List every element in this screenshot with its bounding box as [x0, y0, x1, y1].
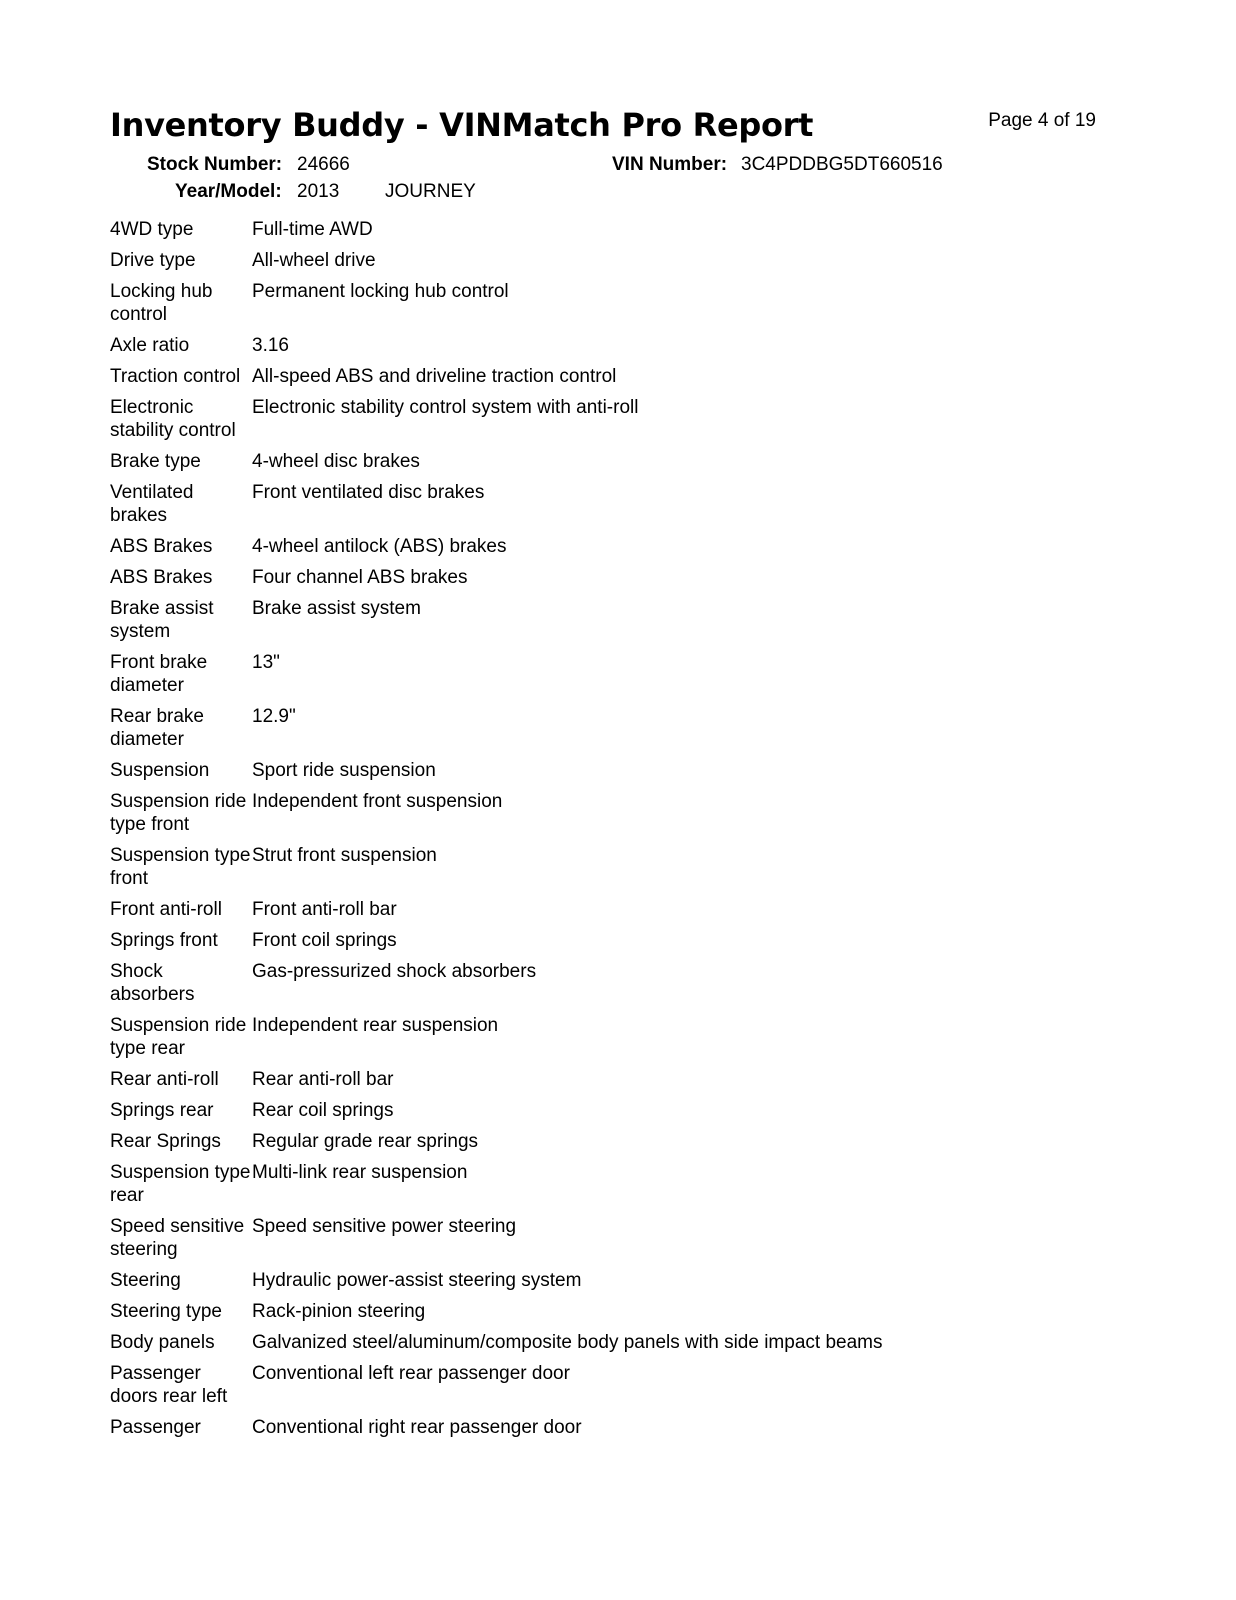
spec-value: Electronic stability control system with anti-roll — [252, 397, 639, 418]
spec-label: Springs rear — [110, 1100, 214, 1121]
spec-row — [110, 960, 1070, 1014]
report-title: Inventory Buddy - VINMatch Pro Report — [110, 106, 814, 144]
spec-row — [110, 790, 1070, 844]
spec-row — [110, 1068, 1070, 1099]
spec-row — [110, 1269, 1070, 1300]
spec-value: Gas-pressurized shock absorbers — [252, 961, 537, 982]
spec-value: 3.16 — [252, 335, 289, 356]
spec-row — [110, 1331, 1070, 1362]
spec-label: Rear brake diameter — [110, 706, 204, 750]
spec-label: Front brake diameter — [110, 652, 208, 696]
spec-value: Independent rear suspension — [252, 1015, 499, 1036]
spec-row — [110, 929, 1070, 960]
spec-label: Axle ratio — [110, 335, 190, 356]
spec-label: Passenger — [110, 1417, 201, 1438]
spec-row — [110, 535, 1070, 566]
year-model-label: Year/Model: — [175, 181, 282, 202]
spec-value: Multi-link rear suspension — [252, 1162, 468, 1183]
page-number: Page 4 of 19 — [988, 110, 1096, 131]
spec-value: Hydraulic power-assist steering system — [252, 1270, 582, 1291]
spec-value: 4-wheel antilock (ABS) brakes — [252, 536, 507, 557]
stock-number-value: 24666 — [297, 154, 350, 175]
spec-label: Suspension type front — [110, 845, 251, 889]
spec-row — [110, 1215, 1070, 1269]
spec-value: 12.9" — [252, 706, 296, 727]
spec-row — [110, 1161, 1070, 1215]
spec-value: Four channel ABS brakes — [252, 567, 468, 588]
spec-label: Traction control — [110, 366, 241, 387]
vin-number-value: 3C4PDDBG5DT660516 — [741, 154, 943, 175]
spec-label: Suspension ride type rear — [110, 1015, 247, 1059]
spec-label: Rear Springs — [110, 1131, 221, 1152]
spec-value: All-wheel drive — [252, 250, 376, 271]
spec-value: Permanent locking hub control — [252, 281, 509, 302]
spec-row — [110, 1099, 1070, 1130]
spec-label: Ventilated brakes — [110, 482, 194, 526]
spec-label: Rear anti-roll — [110, 1069, 219, 1090]
spec-label: Suspension type rear — [110, 1162, 251, 1206]
spec-row — [110, 705, 1070, 759]
spec-row — [110, 249, 1070, 280]
spec-value: Independent front suspension — [252, 791, 503, 812]
year-value: 2013 — [297, 181, 340, 202]
spec-row — [110, 844, 1070, 898]
spec-row — [110, 218, 1070, 249]
spec-value: Rear anti-roll bar — [252, 1069, 394, 1090]
spec-row — [110, 396, 1070, 450]
spec-label: Steering type — [110, 1301, 222, 1322]
spec-row — [110, 898, 1070, 929]
spec-value: Conventional left rear passenger door — [252, 1363, 570, 1384]
spec-row — [110, 1300, 1070, 1331]
spec-value: 4-wheel disc brakes — [252, 451, 420, 472]
spec-row — [110, 651, 1070, 705]
spec-label: Suspension — [110, 760, 210, 781]
spec-label: Brake type — [110, 451, 201, 472]
spec-label: Drive type — [110, 250, 196, 271]
spec-label: Springs front — [110, 930, 218, 951]
spec-value: Front ventilated disc brakes — [252, 482, 485, 503]
spec-value: Full-time AWD — [252, 219, 373, 240]
spec-row — [110, 450, 1070, 481]
spec-row — [110, 280, 1070, 334]
spec-row — [110, 1130, 1070, 1161]
spec-row — [110, 1362, 1070, 1416]
spec-row — [110, 1416, 1070, 1447]
vin-number-label: VIN Number: — [612, 154, 728, 175]
model-value: JOURNEY — [385, 181, 476, 202]
spec-label: Body panels — [110, 1332, 215, 1353]
spec-label: 4WD type — [110, 219, 194, 240]
spec-value: Sport ride suspension — [252, 760, 436, 781]
stock-number-label: Stock Number: — [147, 154, 283, 175]
spec-label: ABS Brakes — [110, 567, 213, 588]
spec-value: All-speed ABS and driveline traction control — [252, 366, 617, 387]
spec-label: Electronic stability control — [110, 397, 236, 441]
spec-label: Suspension ride type front — [110, 791, 247, 835]
spec-value: Rack-pinion steering — [252, 1301, 426, 1322]
spec-label: Speed sensitive steering — [110, 1216, 245, 1260]
spec-label: Passenger doors rear left — [110, 1363, 228, 1407]
spec-value: Regular grade rear springs — [252, 1131, 479, 1152]
spec-row — [110, 481, 1070, 535]
spec-label: ABS Brakes — [110, 536, 213, 557]
spec-value: 13" — [252, 652, 280, 673]
spec-row — [110, 365, 1070, 396]
spec-value: Front coil springs — [252, 930, 397, 951]
spec-value: Conventional right rear passenger door — [252, 1417, 582, 1438]
spec-row — [110, 597, 1070, 651]
spec-list — [110, 218, 1070, 1447]
spec-label: Locking hub control — [110, 281, 213, 325]
spec-value: Galvanized steel/aluminum/composite body panels with side impact beams — [252, 1332, 883, 1353]
spec-label: Brake assist system — [110, 598, 214, 642]
spec-row — [110, 759, 1070, 790]
spec-label: Shock absorbers — [110, 961, 195, 1005]
spec-value: Rear coil springs — [252, 1100, 394, 1121]
spec-label: Steering — [110, 1270, 181, 1291]
spec-label: Front anti-roll — [110, 899, 222, 920]
spec-row — [110, 1014, 1070, 1068]
spec-value: Strut front suspension — [252, 845, 437, 866]
spec-value: Brake assist system — [252, 598, 421, 619]
spec-row — [110, 566, 1070, 597]
spec-row — [110, 334, 1070, 365]
spec-value: Speed sensitive power steering — [252, 1216, 517, 1237]
spec-value: Front anti-roll bar — [252, 899, 397, 920]
